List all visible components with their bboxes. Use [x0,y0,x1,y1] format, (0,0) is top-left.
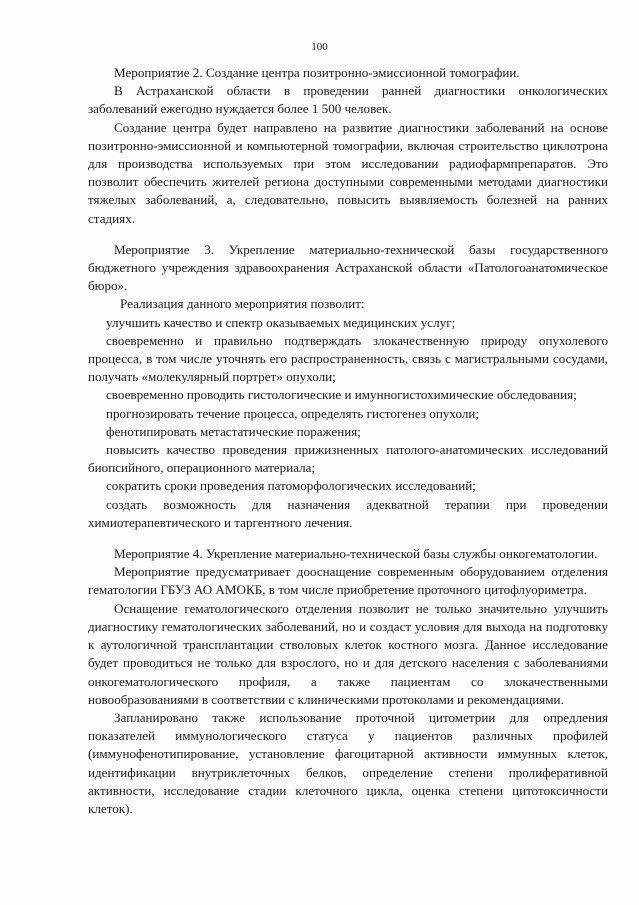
paragraph: В Астраханской области в проведении ранней диагностики онкологических заболеваний ежегодно нуждается более 1 500 человек. [88,83,608,117]
list-item: создать возможность для назначения адекватной терапии при проведении химиотерапевтического и таргентного лечения. [88,496,608,530]
document-body [88,64,608,818]
paragraph: Создание центра будет направлено на развитие диагностики заболеваний на основе позитронно-эмиссионной и компьютерной томографии, включая строительство циклотрона для производства используемых при этом исследовании радиофармпрепаратов. Это позволит обеспечить жителей региона доступными современными методами диагностики тяжелых заболеваний, а, следовательно, повысить выявляемость болезней на ранних стадиях. [88,119,608,226]
paragraph: Запланировано также использование проточной цитометрии для опредления показателей иммунологического статуса у пациентов различных профилей (иммунофенотипирование, установление фагоцитарной активности иммунных клеток, идентификации внутриклеточных белков, определение степени пролиферативной активности, исследование стадии клеточного цикла, оценка степени цитотоксичности клеток). [88,709,608,816]
page-number: 100 [311,41,328,53]
list-intro: Реализация данного мероприятия позволит: [120,296,365,312]
paragraph: Оснащение гематологического отделения позволит не только значительно улучшить диагностику гематологических заболеваний, но и создаст условия для выхода на подготовку к аутологичной трансплантации стволовых клеток костного мозга. Данное исследование будет проводиться не только для взрослого, но и для детского населения с заболеваниями онкогематологического профиля, а также пациентам со злокачественными новообразованиями в соответствии с клиническими протоколами и рекомендациями. [88,600,608,707]
paragraph: Мероприятие предусматривает дооснащение современным оборудованием отделения гематологии ГБУЗ АО АМОКБ, в том числе приобретение проточного цитофлуориметра. [88,564,608,598]
list-item: прогнозировать течение процесса, определять гистогенез опухоли; [106,405,479,421]
list-item: своевременно проводить гистологические и имунногистохимические обследования; [106,387,577,403]
list-item: сократить сроки проведения патоморфологических исследований; [106,478,476,494]
list-item: фенотипировать метастатические поражения; [106,423,361,439]
section-title-measure-2: Мероприятие 2. Создание центра позитронно-эмиссионной томографии. [114,65,520,80]
section-title-measure-4: Мероприятие 4. Укрепление материально-технической базы службы онкогематологии. [114,546,598,562]
list-item: повысить качество проведения прижизненных патолого-анатомических исследований биопсийного, операционного материала; [88,442,608,476]
list-item: своевременно и правильно подтверждать злокачественную природу опухолевого процесса, в том числе уточнять его распространенность, связь с магистральными сосудами, получать «молекулярный портрет» опухоли; [88,332,608,385]
list-item: улучшить качество и спектр оказываемых медицинских услуг; [106,314,456,330]
section-title-measure-3: Мероприятие 3. Укрепление материально-технической базы государственного бюджетного учреждения здравоохранения Астраханской области «Патологоанатомическое бюро». [88,241,608,294]
